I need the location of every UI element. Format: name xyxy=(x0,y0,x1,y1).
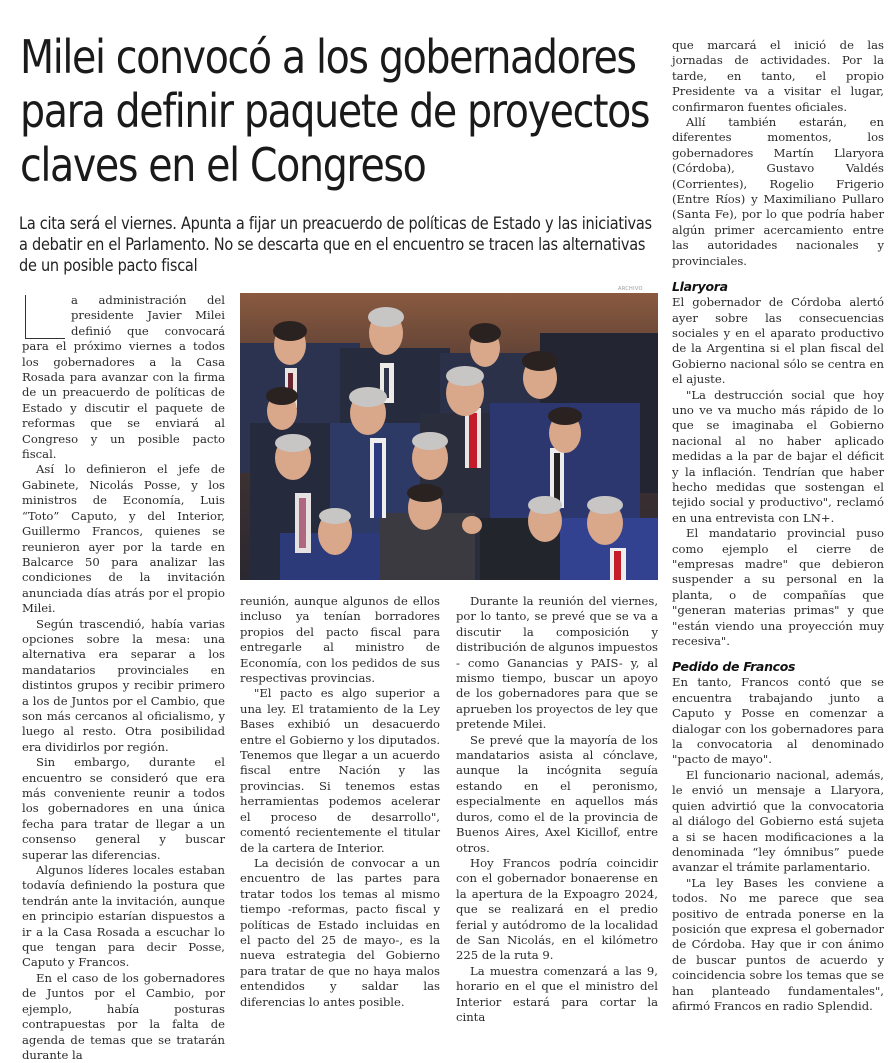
article-paragraph: La decisión de convocar a un encuentro de las partes para tratar todos los temas al mismo tiempo -reformas, pacto fiscal y políticas de Estado incluidas en el pacto del 25 de mayo-, es la nueva estrategia del Gobierno para tratar de que no haya malos entendidos y saldar las diferencias lo antes posible. xyxy=(240,855,440,1009)
dropcap-frame xyxy=(25,295,65,339)
photo-credit: ARCHIVO xyxy=(618,286,643,292)
article-paragraph: Algunos líderes locales estaban todavía definiendo la postura que tendrán ante la invitación, aunque en principio estarían dispuestos a ir a la Casa Rosada a escuchar lo que tengan para decir Posse, Caputo y Francos. xyxy=(22,863,225,970)
article-column-3 xyxy=(456,594,658,1025)
article-paragraph: Según trascendió, había varias opciones sobre la mesa: una alternativa era separar a los mandatarios provinciales en distintos grupos y recibir primero a los de Juntos por el Cambio, que son más cercanos al oficialismo, y luego al resto. Otra posibilidad era dividirlos por región. xyxy=(22,616,225,754)
article-photo xyxy=(240,293,658,580)
article-paragraph: "La destrucción social que hoy uno ve va mucho más rápido de lo que se imaginaba el Gobierno nacional al no haber aplicado medidas a la par de bajar el déficit y la inflación. Tendrían que haber hecho medidas que sostengan el tejido social y productivo", reclamó en una entrevista con LN+. xyxy=(672,387,884,525)
article-paragraph: Allí también estarán, en diferentes momentos, los gobernadores Martín Llaryora (Córdoba), Gustavo Valdés (Corrientes), Rogelio Frigerio (Entre Ríos) y Maximiliano Pullaro (Santa Fe), por lo que podría haber algún primer acercamiento entre las autoridades nacionales y provinciales. xyxy=(672,115,884,268)
article-paragraph: Sin embargo, durante el encuentro se consideró que era más conveniente reunir a todos los gobernadores en una única fecha para tratar de llegar a un consenso general y buscar superar las diferencias. xyxy=(22,755,225,862)
article-paragraph: reunión, aunque algunos de ellos incluso ya tenían borradores propios del pacto fiscal para entregarle al ministro de Economía, con los pedidos de sus respectivas provincias. xyxy=(240,594,440,686)
article-column-2 xyxy=(240,594,440,1010)
article-column-1 xyxy=(22,293,225,1063)
article-column-4 xyxy=(672,38,884,1014)
article-paragraph: Hoy Francos podría coincidir con el gobernador bonaerense en la apertura de la Expoagro 2024, que se realizará en el predio ferial y autódromo de la localidad de San Nicolás, en el kilómetro 225 de la ruta 9. xyxy=(456,855,658,963)
article-paragraph: La muestra comenzará a las 9, horario en el que el ministro del Interior estará para cortar la cinta xyxy=(456,963,658,1024)
article-paragraph: Durante la reunión del viernes, por lo tanto, se prevé que se va a discutir la composición y distribución de algunos impuestos - como Ganancias y PAIS- y, al mismo tiempo, buscar un apoyo de los gobernadores para que se aprueben los proyectos de ley que pretende Milei. xyxy=(456,594,658,732)
article-paragraph: "El pacto es algo superior a una ley. El tratamiento de la Ley Bases exhibió un desacuerdo entre el Gobierno y los diputados. Tenemos que llegar a un acuerdo fiscal entre Nación y las provincias. Si tenemos estas herramientas podemos acelerar el proceso de desarrollo", comentó recientemente el titular de la cartera de Interior. xyxy=(240,686,440,855)
article-paragraph: Se prevé que la mayoría de los mandatarios asista al cónclave, aunque la incógnita seguía estando en el peronismo, especialmente en aquellos más duros, como el de la provincia de Buenos Aires, Axel Kicillof, entre otros. xyxy=(456,732,658,855)
article-paragraph: a administración del presidente Javier Milei definió que convocará para el próximo viernes a todos los gobernadores a la Casa Rosada para avanzar con la firma de un preacuerdo de políticas de Estado y discutir el paquete de reformas que se enviará al Congreso y un posible pacto fiscal. xyxy=(22,293,225,462)
deck-subtitle: La cita será el viernes. Apunta a fijar un preacuerdo de políticas de Estado y las iniciativas a debatir en el Parlamento. No se descarta que en el encuentro se tracen las alternativas de un posible pacto fiscal xyxy=(19,214,652,275)
section-subhead-pedido-de-francos: Pedido de Francos xyxy=(672,659,796,675)
article-paragraph: En el caso de los gobernadores de Juntos por el Cambio, por ejemplo, había posturas contrapuestas por la falta de agenda de temas que se tratarán durante la xyxy=(22,970,225,1062)
article-paragraph: El funcionario nacional, además, le envió un mensaje a Llaryora, quien advirtió que la convocatoria al diálogo del Gobierno está sujeta a si se hacen modificaciones a la denominada “ley ómnibus” puede avanzar el trámite parlamentario. xyxy=(672,767,884,875)
article-paragraph: El mandatario provincial puso como ejemplo el cierre de "empresas madre" que debieron suspender a su personal en la planta, o de compañías que "generan materias primas" y que "están viendo una proyección muy recesiva". xyxy=(672,526,884,649)
article-paragraph: "La ley Bases les conviene a todos. No me parece que sea positivo de entrada ponerse en la posición que expresa el gobernador de Córdoba. Hay que ir con ánimo de buscar puntos de acuerdo y coincidencia sobre los temas que se han planteado fundamentales", afirmó Francos en radio Splendid. xyxy=(672,875,884,1013)
article-paragraph: que marcará el inició de las jornadas de actividades. Por la tarde, en tanto, el propio Presidente va a visitar el lugar, confirmaron fuentes oficiales. xyxy=(672,38,884,114)
article-paragraph: Así lo definieron el jefe de Gabinete, Nicolás Posse, y los ministros de Economía, Luis “Toto” Caputo, y del Interior, Guillermo Francos, quienes se reunieron ayer por la tarde en Balcarce 50 para analizar las condiciones de la invitación anunciada días atrás por el propio Milei. xyxy=(22,462,225,616)
governors-photo-illustration xyxy=(240,293,658,580)
article-paragraph: En tanto, Francos contó que se encuentra trabajando junto a Caputo y Posse en comenzar a dialogar con los gobernadores para la convocatoria al denominado "pacto de mayo". xyxy=(672,675,884,767)
section-subhead-llaryora: Llaryora xyxy=(672,279,728,295)
article-paragraph: El gobernador de Córdoba alertó ayer sobre las consecuencias sociales y en el aparato productivo de la Argentina si el plan fiscal del Gobierno nacional sólo se centra en el ajuste. xyxy=(672,295,884,387)
headline: Milei convocó a los gobernadores para definir paquete de proyectos claves en el Congreso xyxy=(20,30,650,192)
